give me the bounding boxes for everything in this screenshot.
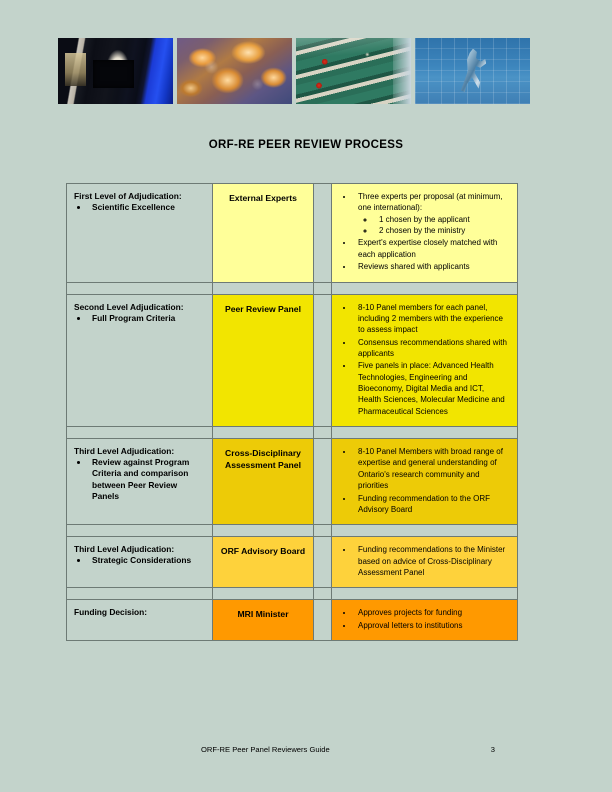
stage-title: Third Level Adjudication: [74, 544, 175, 555]
detail-bullet-text: 8-10 Panel Members with broad range of expertise and general understanding of Ontario's research community and priorities [358, 447, 503, 491]
detail-bullet-list [339, 191, 510, 273]
detail-bullet-list [339, 302, 510, 418]
lab-researcher-photo [58, 38, 173, 104]
stage-bullet-list [74, 555, 205, 566]
gap-cell [314, 439, 332, 525]
detail-bullet-text: Three experts per proposal (at minimum, one international): [358, 192, 503, 213]
detail-bullet-list [339, 544, 510, 578]
peer-review-process-table [66, 183, 518, 641]
table-row [67, 184, 518, 283]
actor-cell-third-level-cross-disciplinary [213, 439, 314, 525]
detail-bullet-text: Expert's expertise closely matched with each application [358, 238, 498, 259]
stage-bullet: • Review against Program Criteria and comparison between Peer Review Panels [89, 457, 205, 502]
stage-cell-second-level [67, 294, 213, 427]
detail-bullet [354, 191, 508, 236]
circuit-board-photo [296, 38, 411, 104]
table-row [67, 294, 518, 427]
footer-document-name: ORF-RE Peer Panel Reviewers Guide [201, 745, 330, 754]
stage-bullet: • Full Program Criteria [89, 313, 205, 324]
cell-microscopy-photo [177, 38, 292, 104]
detail-bullet-text: Consensus recommendations shared with applicants [358, 337, 507, 358]
table-spacer-row [67, 588, 518, 600]
table-row [67, 600, 518, 641]
stage-title: First Level of Adjudication: [74, 191, 182, 201]
detail-cell-first-level [332, 184, 518, 283]
actor-label: Cross-Disciplinary Assessment Panel [225, 448, 301, 470]
actor-cell-third-level-advisory-board [213, 537, 314, 588]
detail-bullet-text: Funding recommendation to the ORF Advisory Board [358, 493, 491, 514]
detail-sub-bullet: ◦ 2 chosen by the ministry [375, 225, 508, 236]
actor-label: ORF Advisory Board [220, 546, 306, 557]
stage-title: Third Level Adjudication: [74, 446, 175, 457]
actor-cell-funding-decision [213, 600, 314, 641]
detail-bullet [354, 302, 508, 336]
detail-bullet [354, 237, 508, 260]
stage-bullet: • Strategic Considerations [89, 555, 205, 566]
detail-bullet [354, 544, 508, 578]
detail-sub-bullet: ◦ 1 chosen by the applicant [375, 214, 508, 225]
detail-cell-third-level-advisory-board [332, 537, 518, 588]
footer-page-number: 3 [490, 745, 495, 754]
page-title: ORF-RE PEER REVIEW PROCESS [208, 139, 404, 151]
stage-cell-third-level-advisory-board [67, 537, 213, 588]
detail-cell-funding-decision [332, 600, 518, 641]
header-banner [58, 38, 530, 104]
stage-bullet: • Scientific Excellence [89, 202, 205, 213]
table-row [67, 439, 518, 525]
stage-title: Second Level Adjudication: [74, 301, 184, 312]
detail-bullet-list [339, 446, 510, 515]
actor-cell-first-level [213, 184, 314, 283]
page-footer [66, 745, 517, 754]
detail-bullet [354, 360, 508, 417]
stage-cell-third-level-cross-disciplinary [67, 439, 213, 525]
detail-bullet [354, 493, 508, 516]
actor-label: MRI Minister [237, 609, 289, 620]
detail-bullet [354, 620, 508, 631]
detail-cell-second-level [332, 294, 518, 427]
stage-cell-funding-decision [67, 600, 213, 641]
actor-cell-second-level [213, 294, 314, 427]
stage-cell-first-level [67, 184, 213, 283]
table-spacer-row [67, 282, 518, 294]
table-row [67, 537, 518, 588]
stage-bullet-list [74, 457, 205, 502]
detail-bullet-text: 8-10 Panel members for each panel, including 2 members with the experience to assess impact [358, 302, 503, 335]
detail-bullet [354, 261, 508, 272]
detail-bullet-text: Five panels in place: Advanced Health Technologies, Engineering and Bioeconomy, Digital Media and ICT, Health Sciences, Molecular Medicine and Pharmaceutical Sciences [358, 361, 505, 416]
actor-label: External Experts [229, 193, 297, 203]
detail-bullet-text: Approves projects for funding [358, 608, 463, 618]
detail-bullet-text: Reviews shared with applicants [358, 262, 470, 272]
detail-bullet-list [339, 607, 510, 631]
gap-cell [314, 294, 332, 427]
detail-bullet [354, 337, 508, 360]
stage-bullet-list [74, 313, 205, 324]
gap-cell [314, 184, 332, 283]
detail-bullet [354, 446, 508, 491]
table-spacer-row [67, 525, 518, 537]
runner-biomechanics-photo [415, 38, 530, 104]
gap-cell [314, 537, 332, 588]
detail-cell-third-level-cross-disciplinary [332, 439, 518, 525]
detail-bullet-text: Approval letters to institutions [358, 620, 463, 630]
gap-cell [314, 600, 332, 641]
stage-title: Funding Decision: [74, 607, 148, 618]
actor-label: Peer Review Panel [225, 303, 301, 314]
detail-bullet-text: Funding recommendations to the Minister based on advice of Cross-Disciplinary Assessment Panel [358, 545, 506, 577]
table-spacer-row [67, 427, 518, 439]
detail-bullet [354, 607, 508, 618]
stage-bullet-list [74, 202, 205, 213]
detail-sub-list [358, 214, 508, 237]
